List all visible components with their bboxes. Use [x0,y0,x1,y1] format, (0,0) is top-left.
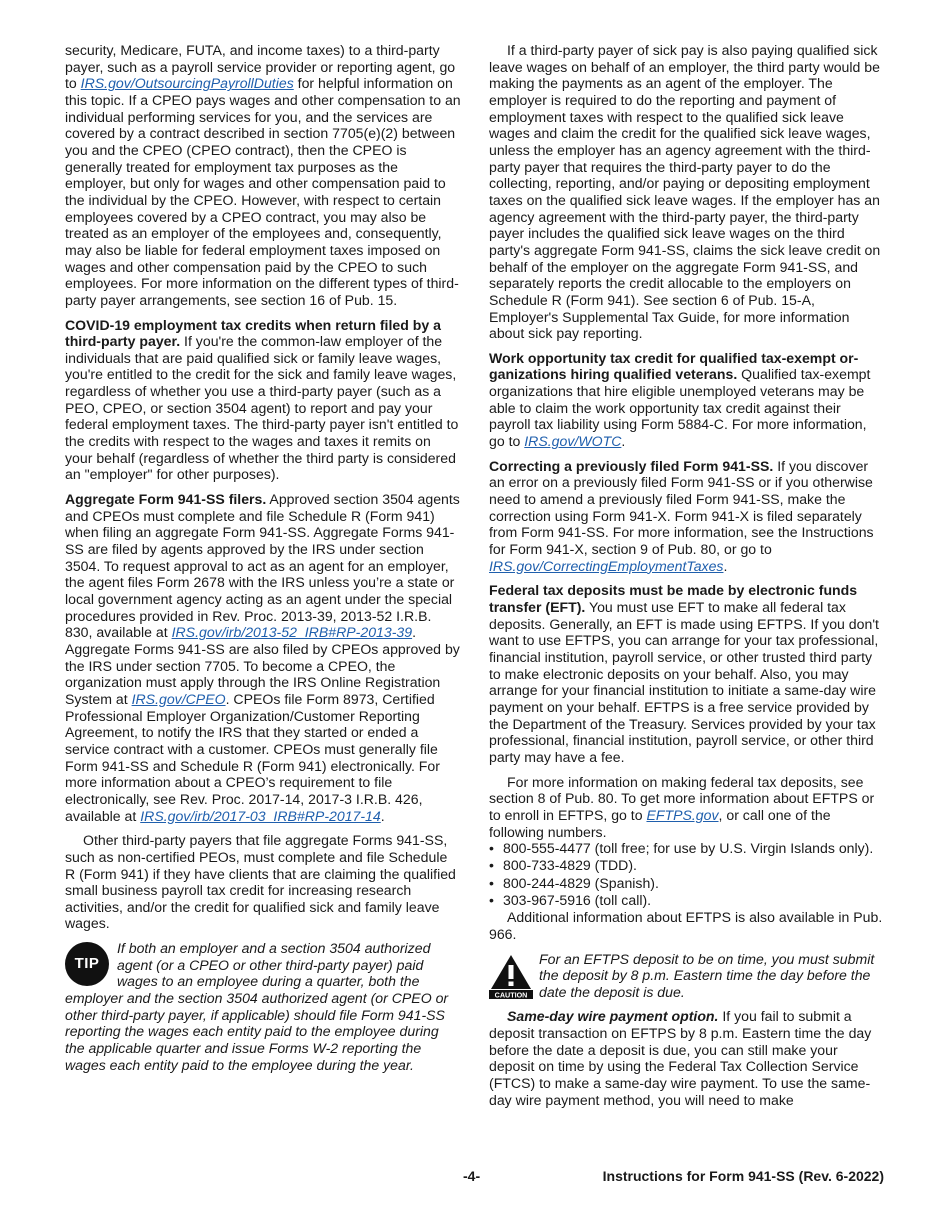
paragraph-more-info: For more information on making federal tax deposits, see section 8 of Pub. 80. To get more information about EFTPS or to enroll in EFTPS, go to EFTPS.gov, or call one of the following numbers. [489,773,875,840]
right-column [489,42,885,1116]
caution-icon-label: CAUTION [494,990,528,999]
caution-note [489,951,885,1001]
paragraph-additional-eftps: Additional information about EFTPS is also available in Pub. 966. [489,909,883,942]
list-item: • 800-555-4477 (toll free; for use by U.S. Virgin Islands only). [489,840,885,857]
caution-icon [489,953,533,999]
heading-covid-credits: COVID-19 employment tax credits when return filed by a third-party payer. [65,316,441,350]
heading-eft-deposits: Federal tax deposits must be made by electronic funds transfer (EFT). [489,582,858,615]
paragraph-work-opportunity: Work opportunity tax credit for qualified tax-exempt or-ganizations hiring qualified veterans. Qualified tax-exempt organizations that hire eligible unemployed veterans may be able to claim the work opportunity tax credit against their payroll tax liability using Form 5884-C. For more information, go to IRS.gov/WOTC. [489,349,871,450]
paragraph-third-party-payer: security, Medicare, FUTA, and income taxes) to a third-party payer, such as a payroll service provider or reporting agent, go to IRS.gov/OutsourcingPayrollDuties for helpful information on this topic. If a CPEO pays wages and other compensation to an individual performing services for you, and the services are covered by a contract described in section 7705(e)(2) between you and the CPEO (CPEO contract), then the CPEO is generally treated for employment tax purposes as the employer, but only for wages and other compensation paid to the individual by the CPEO. However, with respect to certain employees covered by a CPEO contract, you may also be treated as an employer of the employees and, consequently, may also be liable for federal employment taxes imposed on wages and other compensation paid by the CPEO to such employees. For more information on the different types of third-party payer arrangements, see section 16 of Pub. 15. [65,42,461,308]
tip-icon: TIP [65,942,109,986]
caution-text: For an EFTPS deposit to be on time, you must submit the deposit by 8 p.m. Eastern time the day before the date the deposit is due. [539,950,875,1000]
left-column [65,42,461,1081]
link-outsourcing-payroll-duties[interactable]: IRS.gov/OutsourcingPayrollDuties [80,75,294,92]
paragraph-covid-credits: COVID-19 employment tax credits when return filed by a third-party payer. If you're the common-law employer of the individuals that are paid qualified sick or family leave wages, you're entitled to the credit for the sick and family leave wages, regardless of whether you use a third-party payer (such as a PEO, CPEO, or section 3504 agent) to report and pay your federal employment taxes. The third-party payer isn't entitled to the credits with respect to the wages and taxes it remits on your behalf (regardless of whether the third party is considered an "employer" for other purposes). [65,316,459,483]
paragraph-correcting: Correcting a previously filed Form 941-SS. If you discover an error on a previously filed Form 941-SS or if you otherwise need to amend a previously filed Form 941-SS, make the correction using Form 941-X. Form 941-X is filed separately from Form 941-SS. For more information, see the Instructions for Form 941-X, section 9 of Pub. 80, or go to IRS.gov/CorrectingEmploymentTaxes. [489,457,874,574]
link-irb-2013-52[interactable]: IRS.gov/irb/2013-52_IRB#RP-2013-39 [171,624,413,641]
phone-list [489,840,885,908]
paragraph-eft-deposits: Federal tax deposits must be made by electronic funds transfer (EFT). You must use EFT to make all federal tax deposits. Generally, an EFT is made using EFTPS. If you don't want to use EFTPS, you can arrange for your tax professional, financial institution, payroll service, or other trusted third party to make electronic deposits on your behalf. Also, you may arrange for your financial institution to initiate a same-day wire payment on your behalf. EFTPS is a free service provided by the Department of the Treasury. Services provided by your tax professional, financial institution, payroll service, or other third party may have a fee. [489,582,879,765]
paragraph-same-day-wire: Same-day wire payment option. If you fail to submit a deposit transaction on EFTPS by 8 p.m. Eastern time the day before the date a deposit is due, you can still make your deposit on time by using the Federal Tax Collection Service (FTCS) to make a same-day wire payment. To use the same-day wire payment method, you will need to make [489,1008,872,1108]
list-item: • 800-733-4829 (TDD). [489,857,885,874]
tip-text: If both an employer and a section 3504 authorized agent (or a CPEO or other third-party payer) paid wages to an employee during a quarter, both the employer and the section 3504 authorized agent (or CPEO or other third-party payer, if applicable) should file Form 941-SS reporting the wages each entity paid to the employee during the applicable quarter and issue Forms W-2 reporting the wages each entity paid to the employee during the year. [65,940,449,1073]
paragraph-other-third-party: Other third-party payers that file aggregate Forms 941-SS, such as non-certified PEOs, must complete and file Schedule R (Form 941) if they have clients that are claiming the qualified small business payroll tax credit for increasing research activities, and/or the credit for qualified sick and family leave wages. [65,832,456,932]
page-number: -4- [463,1168,481,1184]
heading-aggregate-filers: Aggregate Form 941-SS filers. [65,491,267,508]
list-item: • 303-967-5916 (toll call). [489,892,885,909]
paragraph-aggregate-filers: Aggregate Form 941-SS filers. Approved section 3504 agents and CPEOs must complete and file Schedule R (Form 941) when filing an aggregate Form 941-SS. Aggregate Forms 941-SS are filed by agents approved by the IRS under section 3504. To request approval to act as an agent for an employer, the agent files Form 2678 with the IRS unless you’re a state or local government agency acting as an agent under the special procedures provided in Rev. Proc. 2013-39, 2013-52 I.R.B. 830, available at IRS.gov/irb/2013-52_IRB#RP-2013-39. Aggregate Forms 941-SS are also filed by CPEOs approved by the IRS under section 7705. To become a CPEO, the organization must apply through the IRS Online Registration System at IRS.gov/CPEO. CPEOs file Form 8973, Certified Professional Employer Organization/Customer Reporting Agreement, to notify the IRS that they started or ended a service contract with a customer. CPEOs must generally file Form 941-SS and Schedule R (Form 941) electronically. For more information about a CPEO’s requirement to file electronically, see Rev. Proc. 2017-14, 2017-3 I.R.B. 426, available at IRS.gov/irb/2017-03_IRB#RP-2017-14. [65,491,460,824]
link-eftps[interactable]: EFTPS.gov [646,806,719,823]
heading-work-opportunity: Work opportunity tax credit for qualified tax-exempt or-ganizations hiring qualified veterans. [489,349,859,383]
paragraph-sick-pay: If a third-party payer of sick pay is also paying qualified sick leave wages on behalf of an employer, the third party would be making the payments as an agent of the employer. The employer is required to do the reporting and payment of employment taxes with respect to the qualified sick leave wages and claim the credit for the qualified sick leave wages, unless the employer has an agency agreement with the third-party payer that requires the third-party payer to do the collecting, reporting, and/or paying or depositing employment taxes on the qualified sick leave wages. If the employer has an agency agreement with the third-party payer, the third-party payer includes the qualified sick leave wages on the third party's aggregate Form 941-SS, claims the sick leave credit on behalf of the employer on the aggregate Form 941-SS, and separately reports the credit allocable to the employers on Schedule R (Form 941). See section 6 of Pub. 15-A, Employer's Supplemental Tax Guide, for more information about sick pay reporting. [489,42,881,342]
list-item: • 800-244-4829 (Spanish). [489,875,885,892]
heading-same-day-wire: Same-day wire payment option. [507,1008,719,1025]
link-correcting-employment-taxes[interactable]: IRS.gov/CorrectingEmploymentTaxes [489,557,724,574]
document-title: Instructions for Form 941-SS (Rev. 6-2022) [602,1168,884,1184]
tip-note [65,940,461,1073]
link-irb-2017-03[interactable]: IRS.gov/irb/2017-03_IRB#RP-2017-14 [140,807,381,824]
link-irs-cpeo[interactable]: IRS.gov/CPEO [131,690,226,707]
link-wotc[interactable]: IRS.gov/WOTC [524,433,622,450]
heading-correcting: Correcting a previously filed Form 941-SS. [489,457,774,474]
